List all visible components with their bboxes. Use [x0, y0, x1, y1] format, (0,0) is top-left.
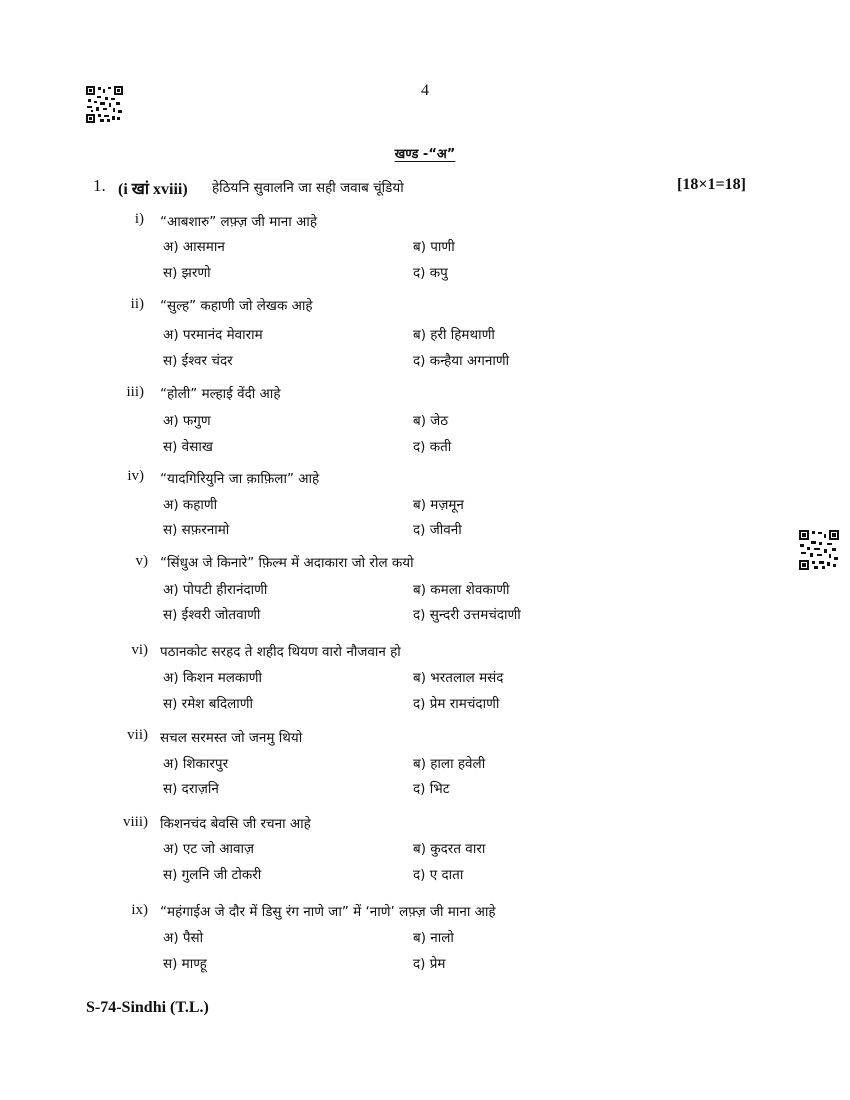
option-c: स) ईश्वर चंदर [163, 353, 233, 369]
question-number: 1. [93, 176, 106, 195]
option-a: अ) आसमान [163, 239, 225, 255]
subquestion-number: v) [135, 553, 148, 569]
subquestion-text: “सिंधुअ जे किनारे” फ़िल्म में अदाकारा जो रोल कयो [160, 555, 414, 571]
option-b: ब) हरी हिमथाणी [413, 327, 495, 343]
subquestion-number: i) [134, 211, 144, 227]
subquestion-text: किशनचंद बेवसि जी रचना आहे [160, 816, 311, 832]
option-a: अ) शिकारपुर [163, 756, 229, 772]
subquestion-text: सचल सरमस्त जो जनमु थियो [160, 730, 303, 746]
footer-paper-code: S-74-Sindhi (T.L.) [86, 999, 209, 1016]
option-d: द) कन्हैया अगनाणी [413, 353, 510, 369]
option-c: स) माण्हू [163, 956, 207, 972]
subquestion-text: “होली” मल्हाई वेंदी आहे [160, 386, 281, 402]
question-instruction: हेठियनि सुवालनि जा सही जवाब चूंडियो [212, 180, 404, 196]
option-b: ब) नालो [413, 930, 454, 946]
option-a: अ) कहाणी [163, 497, 218, 513]
question-range: (i खां xviii) [118, 181, 188, 198]
option-a: अ) एट जो आवाज़ [163, 841, 255, 857]
subquestion-text: “यादगिरियुनि जा क़ाफ़िला” आहे [160, 471, 320, 487]
option-b: ब) कुदरत वारा [413, 841, 486, 857]
option-c: स) सफ़रनामो [163, 522, 230, 538]
option-c: स) दराज़नि [163, 781, 219, 797]
subquestion-text: “सुल्ह” कहाणी जो लेखक आहे [160, 298, 313, 314]
option-b: ब) मज़मून [413, 497, 464, 513]
option-d: द) प्रेम रामचंदाणी [413, 696, 500, 712]
subquestion-number: vi) [131, 642, 148, 658]
subquestion-text: “महंगाईअ जे दौर में डिसु रंग नाणे जा” में ‘नाणे’ लफ़्ज़ जी माना आहे [160, 904, 496, 920]
option-d: द) कती [413, 439, 452, 455]
option-b: ब) भरतलाल मसंद [413, 670, 504, 686]
option-a: अ) फगुण [163, 413, 211, 429]
option-d: द) ए दाता [413, 867, 464, 883]
option-c: स) वेसाख [163, 439, 213, 455]
option-c: स) ईश्वरी जोतवाणी [163, 607, 261, 623]
option-b: ब) हाला हवेली [413, 756, 486, 772]
option-d: द) प्रेम [413, 956, 446, 972]
subquestion-number: iii) [126, 384, 144, 400]
option-c: स) झरणो [163, 265, 211, 281]
subquestion-number: iv) [127, 468, 144, 484]
option-c: स) गुलनि जी टोकरी [163, 867, 262, 883]
subquestion-number: ii) [130, 296, 144, 312]
option-a: अ) परमानंद मेवाराम [163, 327, 263, 343]
option-a: अ) पैसो [163, 930, 204, 946]
option-d: द) भिट [413, 781, 450, 797]
subquestion-number: ix) [131, 902, 148, 918]
subquestion-text: पठानकोट सरहद ते शहीद थियण वारो नौजवान हो [160, 644, 401, 660]
option-a: अ) किशन मलकाणी [163, 670, 263, 686]
option-d: द) जीवनी [413, 522, 462, 538]
option-b: ब) पाणी [413, 239, 455, 255]
option-a: अ) पोपटी हीरानंदाणी [163, 582, 268, 598]
page-number: 4 [421, 82, 429, 99]
question-marks: [18×1=18] [677, 176, 746, 193]
subquestion-text: “आबशारु” लफ़्ज़ जी माना आहे [160, 214, 318, 230]
section-heading: खण्ड -“अ” [394, 147, 456, 162]
subquestion-number: vii) [127, 727, 148, 743]
subquestion-number: viii) [123, 814, 148, 830]
option-d: द) सुन्दरी उत्तमचंदाणी [413, 607, 521, 623]
option-c: स) रमेश बदिलाणी [163, 696, 254, 712]
option-b: ब) कमला शेवकाणी [413, 582, 510, 598]
qr-code-right [799, 530, 839, 570]
option-d: द) कपु [413, 265, 448, 281]
option-b: ब) जेठ [413, 413, 449, 429]
